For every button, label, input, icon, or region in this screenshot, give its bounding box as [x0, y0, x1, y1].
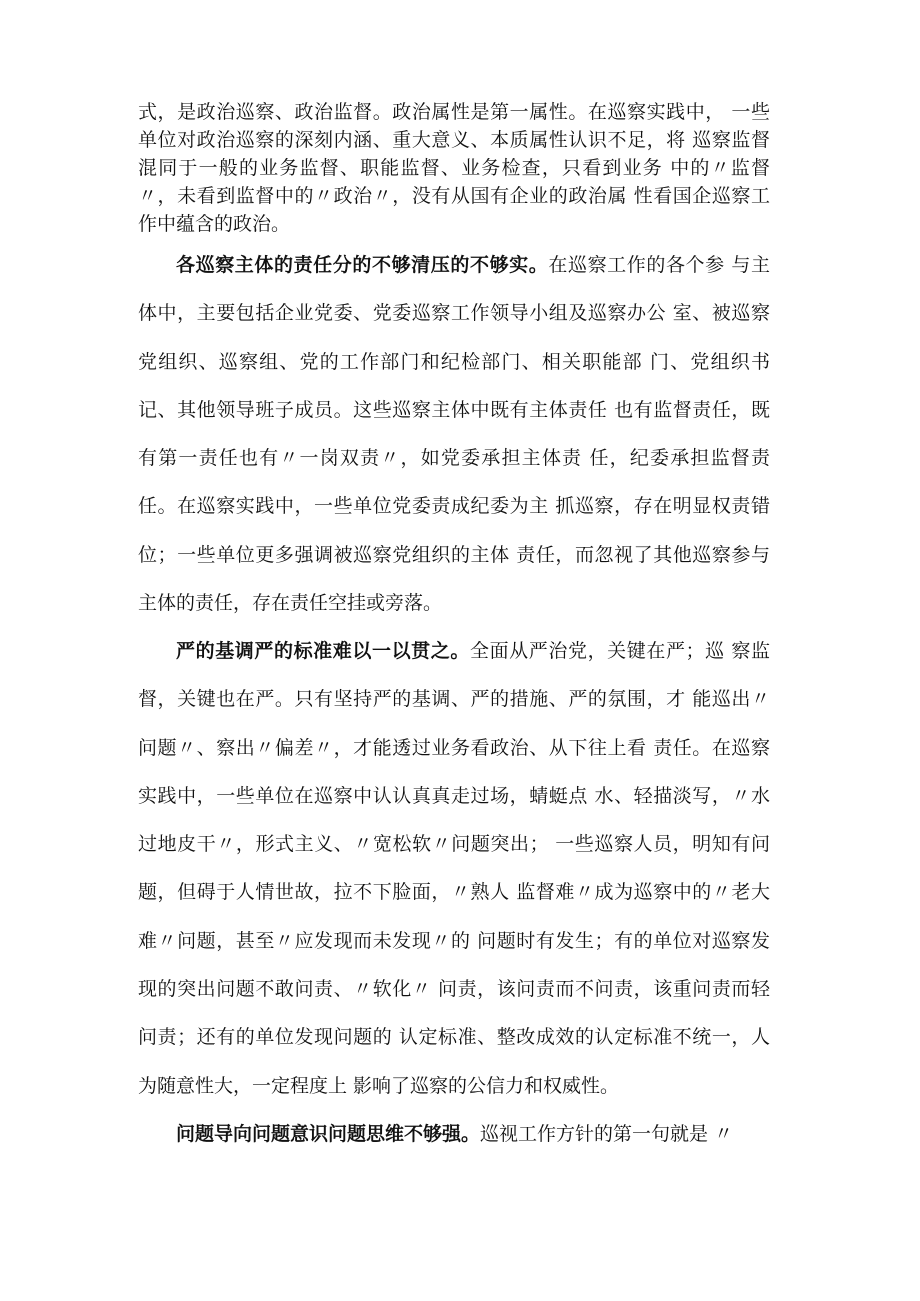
paragraph-body: 式，是政治巡察、政治监督。政治属性是第一属性。在巡察实践中， 一些单位对政治巡察的深刻内涵、重大意义、本质属性认识不足，将 巡察监督混同于一般的业务监督、职能监督、业务检查，只看到业务 中的〃监督〃，未看到监督中的〃政治〃，没有从国有企业的政治属 性看国企巡察工作中蕴含的政治。 — [138, 101, 770, 235]
paragraph-body: 在巡察工作的各个参 与主体中，主要包括企业党委、党委巡察工作领导小组及巡察办公 室、被巡察党组织、巡察组、党的工作部门和纪检部门、相关职能部 门、党组织书记、其他领导班子成员。这些巡察主体中既有主体责任 也有监督责任，既有第一责任也有〃一岗双责〃，如党委承担主体责 任，纪委承担监督责任。在巡察实践中，一些单位党委责成纪委为主 抓巡察，存在明显权责错位；一些单位更多强调被巡察党组织的主体 责任，而忽视了其他巡察参与主体的责任，存在责任空挂或旁落。 — [138, 254, 770, 615]
paragraph-body: 巡视工作方针的第一句就是 〃 — [480, 1123, 734, 1145]
paragraph-heading: 各巡察主体的责任分的不够清压的不够实。 — [176, 254, 549, 276]
paragraph-strict-standard — [138, 627, 770, 1110]
paragraph-body: 全面从严治党，关键在严；巡 察监督，关键也在严。只有坚持严的基调、严的措施、严的氛围，才 能巡出〃问题〃、察出〃偏差〃，才能透过业务看政治、从下往上看 责任。在巡察实践中，一些单位在巡察中认认真真走过场，蜻蜓点 水、轻描淡写，〃水过地皮干〃，形式主义、〃宽松软〃问题突出； 一些巡察人员，明知有问题，但碍于人情世故，拉不下脸面，〃熟人 监督难〃成为巡察中的〃老大难〃问题，甚至〃应发现而未发现〃的 问题时有发生；有的单位对巡察发现的突出问题不敢问责、〃软化〃 问责，该问责而不问责，该重问责而轻问责；还有的单位发现问题的 认定标准、整改成效的认定标准不统一，人为随意性大，一定程度上 影响了巡察的公信力和权威性。 — [138, 640, 770, 1097]
paragraph-problem-orientation — [138, 1110, 770, 1158]
paragraph-political-inspection — [138, 98, 770, 238]
paragraph-heading: 严的基调严的标准难以一以贯之。 — [176, 640, 470, 662]
paragraph-responsibility — [138, 241, 770, 627]
paragraph-heading: 问题导向问题意识问题思维不够强。 — [176, 1123, 481, 1145]
